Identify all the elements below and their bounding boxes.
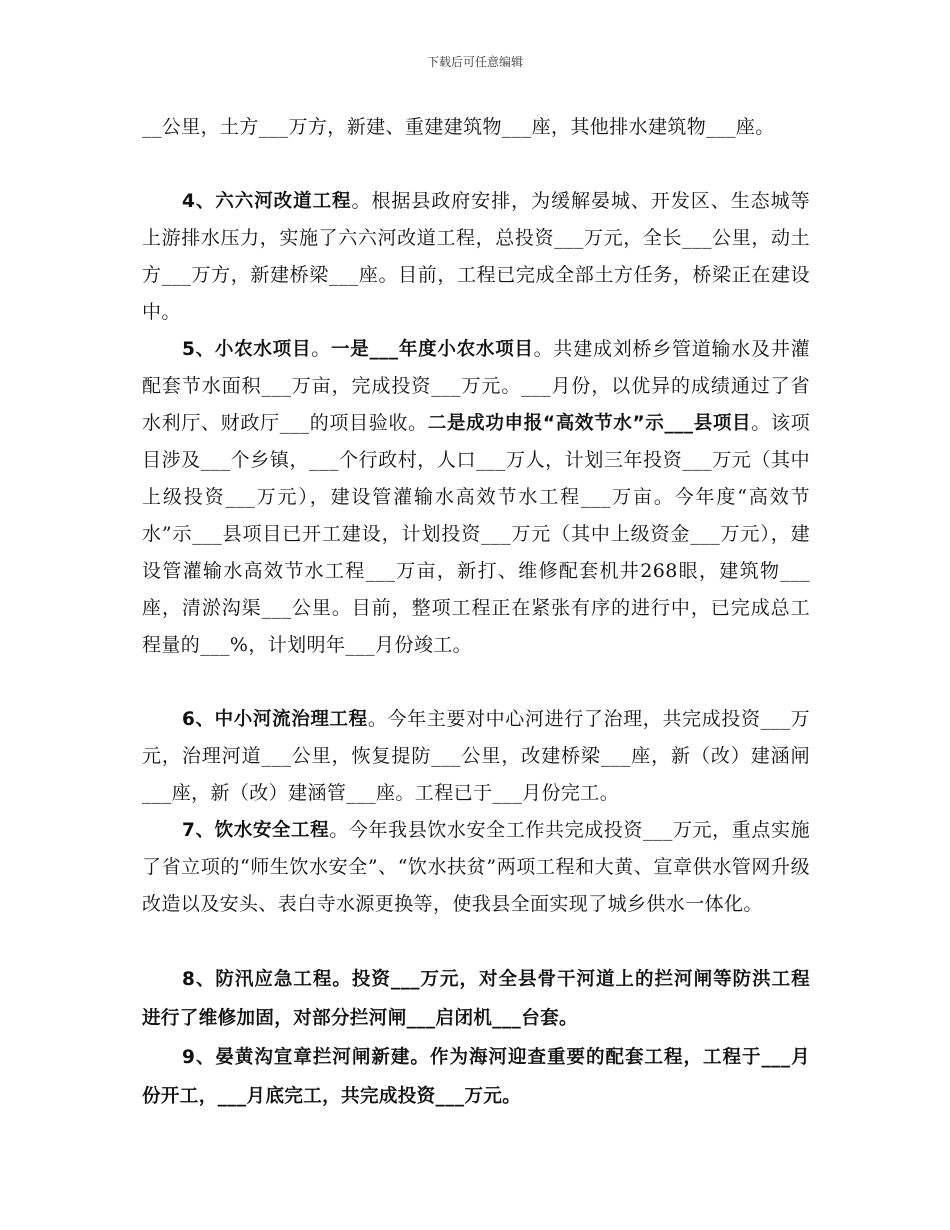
paragraph-item-6 (142, 701, 810, 812)
paragraph-item-8 (142, 960, 810, 1038)
paragraph-continuation (142, 109, 810, 146)
paragraph-item-4 (142, 183, 810, 331)
paragraph-item-9 (142, 1038, 810, 1116)
text-run: 9、晏黄沟宣章拦河闸新建。作为海河迎查重要的配套工程，工程于___月份开工，___月底完工，共完成投资___万元。 (142, 1047, 810, 1107)
sub-heading-2: 二是成功申报“高效节水”示___县项目 (427, 413, 752, 434)
paragraph-item-5 (142, 331, 810, 664)
paragraph-item-7 (142, 812, 810, 923)
text-run: 。共建成刘桥乡管道输水及井灌配套节水面积___万亩，完成投资___万元。___月份，以优异的成绩通过了省水利厅、财政厅___的项目验收。 (142, 338, 810, 434)
item-heading: 5、小农水项目 (182, 339, 312, 360)
text-run: 。 (311, 338, 331, 360)
text-run: 。该项目涉及___个乡镇，___个行政村，人口___万人，计划三年投资___万元（其中上级投资___万元），建设管灌输水高效节水工程___万亩。今年度“高效节水”示___县项目已开工建设，计划投资___万元（其中上级资金___万元），建设管灌输水高效节水工程___万亩，新打、维修配套机井268眼，建筑物___座，清淤沟渠___公里。目前，整项工程正在紧张有序的进行中，已完成总工程量的___%，计划明年___月份竣工。 (142, 412, 810, 656)
item-heading: 4、六六河改道工程 (182, 191, 352, 212)
text-run: 。今年我县饮水安全工作共完成投资___万元，重点实施了省立项的“师生饮水安全”、“饮水扶贫”两项工程和大黄、宣章供水管网升级改造以及安头、表白寺水源更换等，使我县全面实现了城乡供水一体化。 (142, 819, 811, 915)
item-heading: 7、饮水安全工程 (182, 820, 330, 841)
page-header: 下载后可任意编辑 (426, 55, 523, 69)
text-run: __公里，土方___万方，新建、重建建筑物___座，其他排水建筑物___座。 (142, 116, 775, 138)
text-run: 8、防汛应急工程。投资___万元，对全县骨干河道上的拦河闸等防洪工程进行了维修加固，对部分拦河闸___启闭机___台套。 (142, 969, 810, 1029)
item-heading: 6、中小河流治理工程 (182, 709, 368, 730)
text-run: 。根据县政府安排，为缓解晏城、开发区、生态城等上游排水压力，实施了六六河改道工程，总投资___万元，全长___公里，动土方___万方，新建桥梁___座。目前，工程已完成全部土方任务，桥梁正在建设中。 (142, 190, 810, 323)
text-run: 。今年主要对中心河进行了治理，共完成投资___万元，治理河道___公里，恢复提防___公里，改建桥梁___座，新（改）建涵闸___座，新（改）建涵管___座。工程已于___月份完工。 (142, 708, 811, 804)
sub-heading-1: 一是___年度小农水项目 (330, 339, 534, 360)
